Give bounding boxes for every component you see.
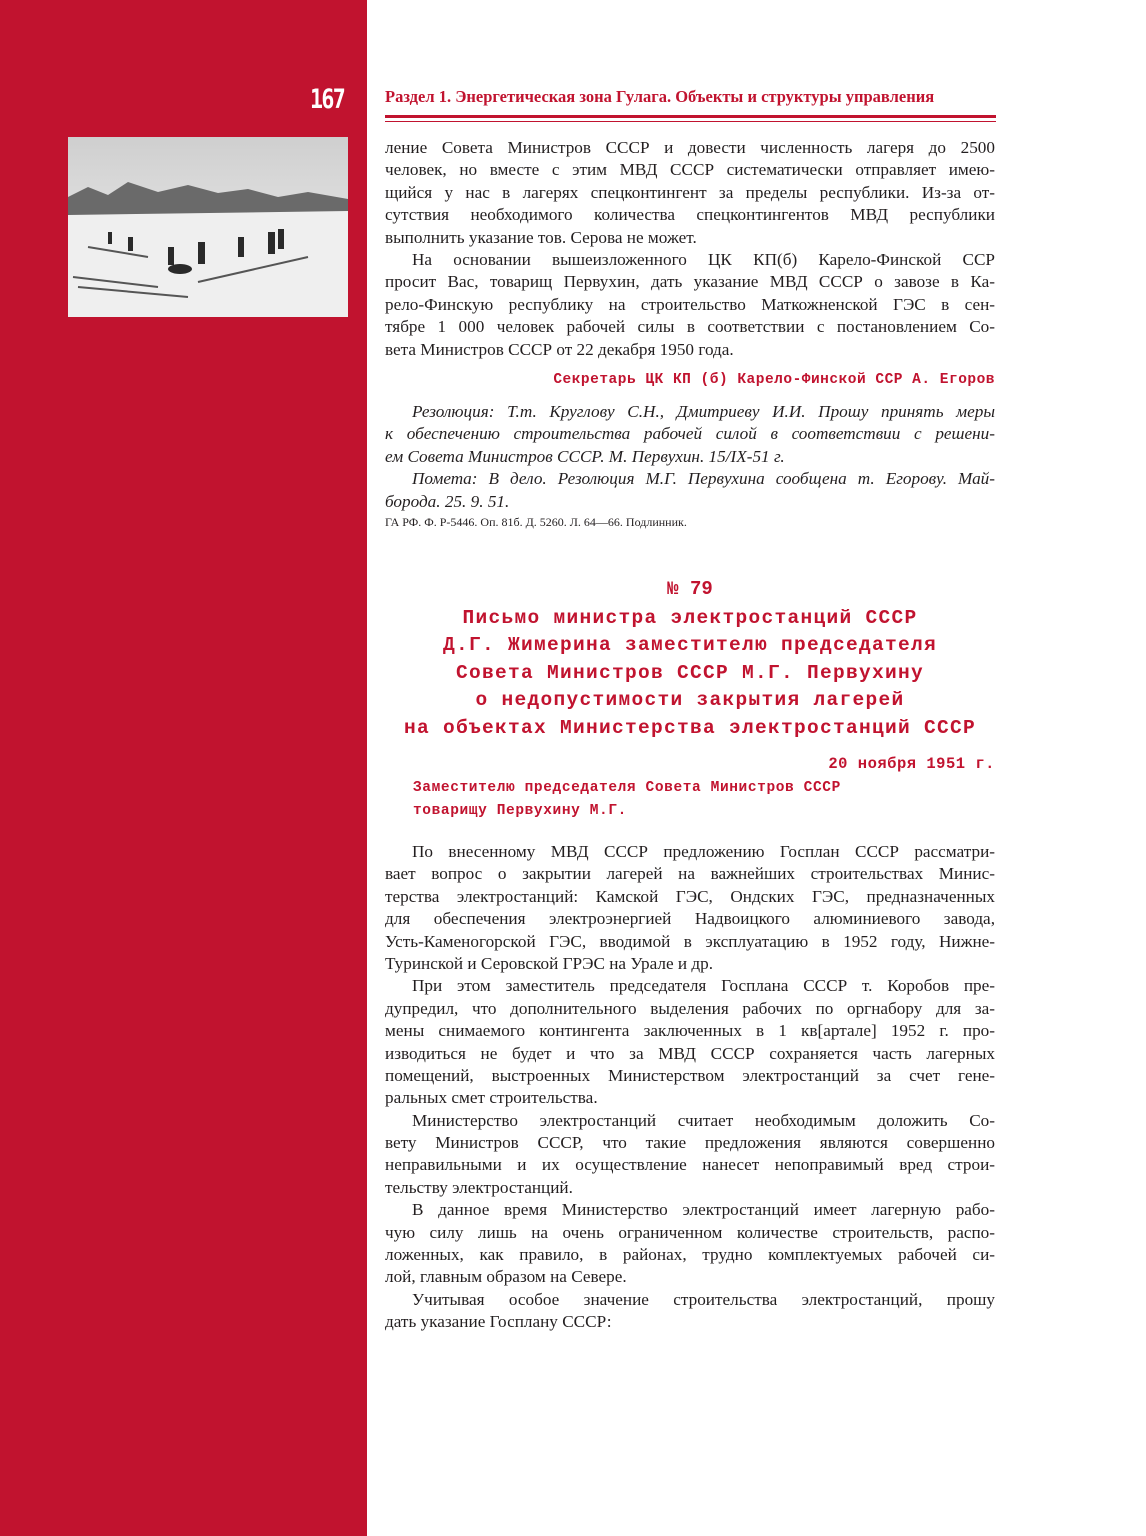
addressee-line: Заместителю председателя Совета Министров СССР xyxy=(413,780,841,796)
title-line: на объектах Министерства электростанций СССР xyxy=(403,716,977,739)
text-line: Министерство электростанций считает необходимым доложить Со- xyxy=(412,1110,995,1130)
header-rule-thick xyxy=(385,115,996,118)
text-line: к обеспечению строительства рабочей силой в соответствии с решени- xyxy=(385,424,995,444)
text-line: По внесенному МВД СССР предложению Госплан СССР рассматри- xyxy=(412,842,995,861)
document-date: 20 ноября 1951 г. xyxy=(828,755,995,773)
text-line: терства электростанций: Камской ГЭС, Ондских ГЭС, предназначенных xyxy=(385,886,995,906)
text-line: дупредил, что дополнительного выделения рабочих по оргнабору для за- xyxy=(385,998,995,1018)
text-line: При этом заместитель председателя Госплана СССР т. Коробов пре- xyxy=(412,976,995,996)
text-line: лой, главным образом на Севере. xyxy=(385,1267,627,1287)
archival-photo-winter-camp xyxy=(68,137,348,317)
text-line: борода. 25. 9. 51. xyxy=(385,491,510,511)
text-line: дать указание Госплану СССР: xyxy=(385,1312,612,1332)
text-line: ральных смет строительства. xyxy=(385,1088,598,1108)
text-line: выполнить указание тов. Серова не может. xyxy=(385,227,697,247)
text-line: В данное время Министерство электростанций имеет лагерную рабо- xyxy=(412,1200,995,1220)
text-line: щийся у нас в лагерях спецконтингент за пределы республики. Из-за от- xyxy=(385,182,995,202)
letter-continuation-text xyxy=(385,137,995,361)
text-line: неправильными и их осуществление нанесет непоправимый вред строи- xyxy=(385,1155,995,1175)
text-line: вету Министров СССР, что такие предложения являются совершенно xyxy=(385,1133,995,1153)
text-line: тельству электростанций. xyxy=(385,1177,573,1197)
document-number: № 79 xyxy=(667,578,713,600)
text-line: Учитывая особое значение строительства электростанций, прошу xyxy=(412,1289,995,1309)
text-line: На основании вышеизложенного ЦК КП(б) Карело-Финской ССР xyxy=(412,249,995,269)
text-line: Пометa: В дело. Резолюция М.Г. Первухина сообщена т. Егорову. Май- xyxy=(412,469,995,489)
title-line: о недопустимости закрытия лагерей xyxy=(475,689,905,712)
text-line: ложенных, как правило, в районах, трудно комплектуемых рабочей си- xyxy=(385,1245,995,1265)
text-line: ление Совета Министров СССР и довести численность лагеря до 2500 xyxy=(385,138,995,157)
addressee-line: товарищу Первухину М.Г. xyxy=(413,802,627,819)
text-line: мены снимаемого контингента заключенных в 1 кв[артале] 1952 г. про- xyxy=(385,1021,995,1041)
section-header: Раздел 1. Энергетическая зона Гулага. Объекты и структуры управления xyxy=(385,87,935,106)
text-line: вета Министров СССР от 22 декабря 1950 года. xyxy=(385,339,734,359)
text-line: Резолюция: Т.т. Круглову С.Н., Дмитриеву И.И. Прошу принять меры xyxy=(412,402,995,421)
title-line: Д.Г. Жимерина заместителю председателя xyxy=(442,634,938,657)
text-line: для обеспечения электроэнергией Надвоицкого алюминиевого завода, xyxy=(385,909,995,929)
letter-body-text xyxy=(385,841,995,1334)
text-line: сутствия необходимого количества спецконтингентов МВД республики xyxy=(385,205,995,225)
text-line: Усть-Каменогорской ГЭС, вводимой в эксплуатацию в 1952 году, Нижне- xyxy=(385,931,995,951)
text-line: просит Вас, товарищ Первухин, дать указание МВД СССР о завозе в Ка- xyxy=(385,272,995,292)
text-line: человек, но вместе с этим МВД СССР систематически отправляет имею- xyxy=(385,160,995,180)
text-line: тябре 1 000 человек рабочей силы в соответствии с постановлением Со- xyxy=(385,317,995,337)
text-line: помещений, выстроенных Министерством электростанций за счет гене- xyxy=(385,1065,995,1085)
text-line: рело-Финскую республику на строительство Маткожненской ГЭС в сен- xyxy=(385,294,995,314)
signature: Секретарь ЦК КП (б) Карело-Финской ССР А. Егоров xyxy=(553,372,995,388)
text-line: изводиться не будет и что за МВД СССР сохраняется часть лагерных xyxy=(385,1043,995,1063)
archive-source: ГА РФ. Ф. Р-5446. Оп. 81б. Д. 5260. Л. 64—66. Подлинник. xyxy=(385,515,687,529)
text-line: чую силу лишь на очень ограниченном количестве строительств, распо- xyxy=(385,1222,995,1242)
title-line: Совета Министров СССР М.Г. Первухину xyxy=(455,661,925,684)
addressee xyxy=(413,777,841,822)
header-rule-thin xyxy=(385,121,996,122)
page-number: 167 xyxy=(310,84,345,115)
text-line: ем Совета Министров СССР. М. Первухин. 15/IX-51 г. xyxy=(385,446,785,466)
text-line: вает вопрос о закрытии лагерей на важнейших строительствах Минис- xyxy=(385,864,995,884)
text-line: Туринской и Серовской ГРЭС на Урале и др. xyxy=(385,953,714,973)
title-line: Письмо министра электростанций СССР xyxy=(462,607,918,629)
resolution-notes xyxy=(385,401,995,513)
document-title xyxy=(385,605,995,742)
